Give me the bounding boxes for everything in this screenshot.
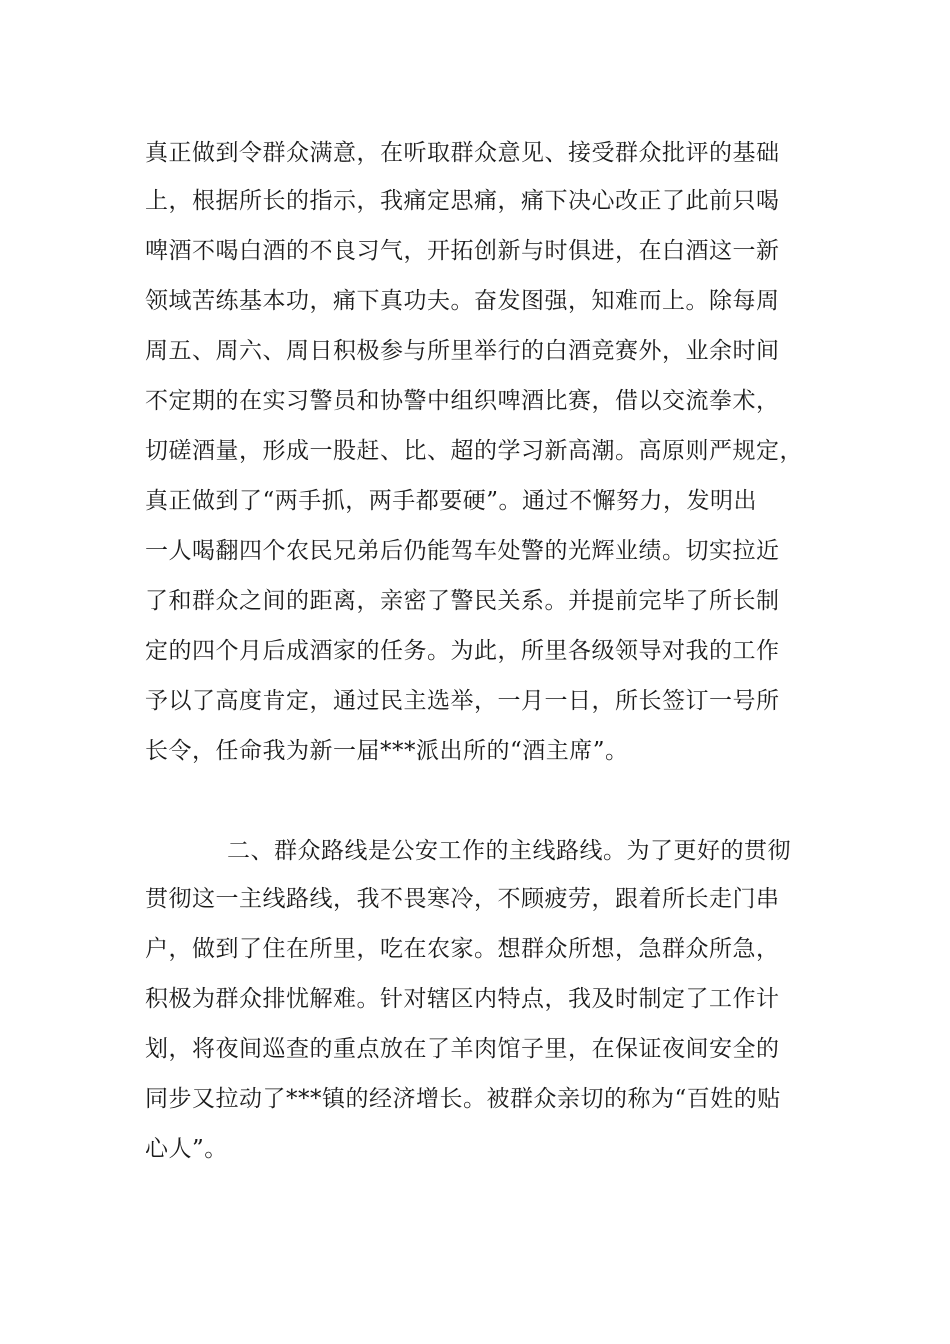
paragraph-line: 心人”。	[145, 1136, 228, 1162]
paragraph-line: 同步又拉动了***镇的经济增长。被群众亲切的称为“百姓的贴	[145, 1086, 781, 1112]
paragraph-line: 啤酒不喝白酒的不良习气，开拓创新与时俱进，在白酒这一新	[145, 238, 780, 264]
paragraph-line: 户，做到了住在所里，吃在农家。想群众所想，急群众所急，	[145, 936, 780, 962]
paragraph-line: 周五、周六、周日积极参与所里举行的白酒竞赛外，业余时间	[145, 338, 780, 364]
paragraph-line: 领域苦练基本功，痛下真功夫。奋发图强，知难而上。除每周	[145, 288, 780, 314]
paragraph-line: 真正做到令群众满意，在听取群众意见、接受群众批评的基础	[145, 140, 780, 166]
paragraph-line: 划，将夜间巡查的重点放在了羊肉馆子里，在保证夜间安全的	[145, 1036, 780, 1062]
paragraph-line: 了和群众之间的距离，亲密了警民关系。并提前完毕了所长制	[145, 588, 780, 614]
paragraph-line: 切磋酒量，形成一股赶、比、超的学习新高潮。高原则严规定，	[145, 438, 803, 464]
paragraph-line: 积极为群众排忧解难。针对辖区内特点，我及时制定了工作计	[145, 986, 780, 1012]
paragraph-line: 予以了高度肯定，通过民主选举，一月一日，所长签订一号所	[145, 688, 780, 714]
paragraph-line: 定的四个月后成酒家的任务。为此，所里各级领导对我的工作	[145, 638, 780, 664]
paragraph-line: 真正做到了“两手抓，两手都要硬”。通过不懈努力，发明出	[145, 488, 758, 514]
paragraph-line: 二、群众路线是公安工作的主线路线。为了更好的贯彻	[227, 838, 791, 864]
paragraph-line: 上，根据所长的指示，我痛定思痛，痛下决心改正了此前只喝	[145, 188, 780, 214]
paragraph-line: 贯彻这一主线路线，我不畏寒冷，不顾疲劳，跟着所长走门串	[145, 886, 780, 912]
paragraph-line: 不定期的在实习警员和协警中组织啤酒比赛，借以交流拳术，	[145, 388, 780, 414]
paragraph-line: 一人喝翻四个农民兄弟后仍能驾车处警的光辉业绩。切实拉近	[145, 538, 780, 564]
paragraph-line: 长令，任命我为新一届***派出所的“酒主席”。	[145, 738, 629, 764]
